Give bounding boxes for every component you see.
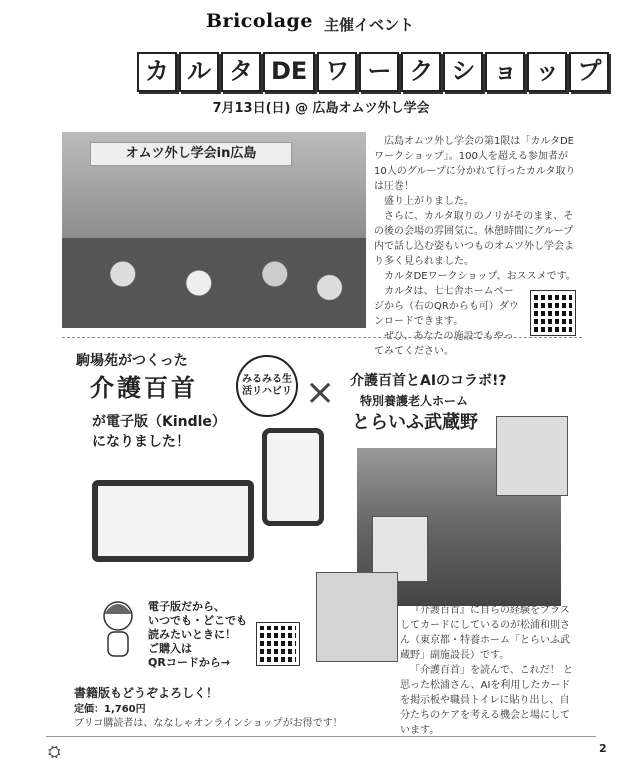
paragraph: 盛り上がりました。 <box>384 196 474 207</box>
footer-logo-icon: ⛭ <box>48 742 61 761</box>
title-char: ョ <box>485 52 525 92</box>
title-char: ッ <box>527 52 567 92</box>
cta-line: QRコードから→ <box>148 656 231 669</box>
photo-banner: オムツ外し学会in広島 <box>90 142 292 166</box>
paragraph: 広島オムツ外し学会の第1限は「カルタDEワークショップ」。100人を超える参加者が10人のグループに分かれて行ったカルタ取りは圧巻！ <box>374 136 576 192</box>
book-badge: みるみる生活リハビリ <box>236 355 298 417</box>
paragraph: 「介護百首」を読んで、これだ！ と思った松浦さん、AIを利用したカードを掲示板や職員トイレに貼り出し、自分たちのケアを考える機会と場にしています。 <box>400 665 573 736</box>
title-char: プ <box>569 52 609 92</box>
crowd-illustration <box>62 238 366 328</box>
kindle-cta <box>148 600 247 670</box>
title-char: ワ <box>317 52 357 92</box>
left-heading-3 <box>92 412 226 452</box>
paragraph: 『介護百首』に自らの経験をプラスしてカードにしているのが松浦和則さん（東京都・特養ホーム「とらいふ武蔵野」副施設長）です。 <box>400 605 570 661</box>
title-char: シ <box>443 52 483 92</box>
qr-code-kindle[interactable] <box>256 622 300 666</box>
qr-pattern-icon <box>260 626 296 662</box>
article-right <box>400 603 578 738</box>
workshop-photo <box>62 132 366 328</box>
qr-pattern-icon <box>534 294 572 332</box>
heading-line: が電子版（Kindle） <box>92 414 226 430</box>
girl-illustration-icon <box>96 598 140 658</box>
paragraph: カルタDEワークショップ、おススメです。 <box>384 271 576 282</box>
cta-line: 読みたいときに！ <box>148 628 236 641</box>
title-char: ー <box>359 52 399 92</box>
left-heading-2: 介護百首 <box>90 374 198 402</box>
qr-code-download[interactable] <box>530 290 576 336</box>
right-heading-2: 特別養護老人ホーム <box>360 394 469 408</box>
paragraph: さらに、カルタ取りのノリがそのまま、その後の会場の雰囲気に。休憩時間にグループ内で話し込む姿もいつものオムツ外し学会より多く見られました。 <box>374 211 574 267</box>
title-char: ル <box>179 52 219 92</box>
event-date-place: 7月13日(日) @ 広島オムツ外し学会 <box>212 101 430 116</box>
cta-line: ご購入は <box>148 642 192 655</box>
paragraph: ぜひ、あなたの施設でもやってみてください。 <box>374 331 514 357</box>
cta-line: いつでも・どこでも <box>148 614 247 627</box>
title-char: タ <box>221 52 261 92</box>
cross-icon: × <box>305 372 336 413</box>
left-heading-1: 駒場苑がつくった <box>76 353 188 369</box>
title-char: DE <box>263 52 315 92</box>
event-title <box>137 52 609 92</box>
header-subtitle: 主催イベント <box>324 16 415 34</box>
title-char: カ <box>137 52 177 92</box>
phone-illustration <box>262 428 324 526</box>
book-card-image <box>316 572 398 662</box>
footer-rule <box>46 736 596 737</box>
book-promo: 書籍版もどうぞよろしく！ <box>74 686 219 700</box>
section-divider <box>62 337 582 338</box>
right-heading-3: とらいふ武蔵野 <box>352 412 478 433</box>
price: 定価：1,760円 <box>74 704 146 715</box>
title-char: ク <box>401 52 441 92</box>
cta-line: 電子版だから、 <box>148 600 225 613</box>
page-header <box>0 0 642 40</box>
paragraph: カルタは、七七舎ホームページから（右のQRからも可）ダウンロードできます。 <box>374 286 519 327</box>
heading-line: になりました！ <box>92 434 190 450</box>
tablet-illustration <box>92 480 254 562</box>
shop-note: ブリコ購読者は、ななしゃオンラインショップがお得です！ <box>74 718 343 729</box>
brand-logo: Bricolage <box>206 10 313 32</box>
book-card-image <box>496 416 568 496</box>
page-number: 2 <box>599 742 607 755</box>
right-heading-1: 介護百首とAIのコラボ!? <box>350 373 507 389</box>
